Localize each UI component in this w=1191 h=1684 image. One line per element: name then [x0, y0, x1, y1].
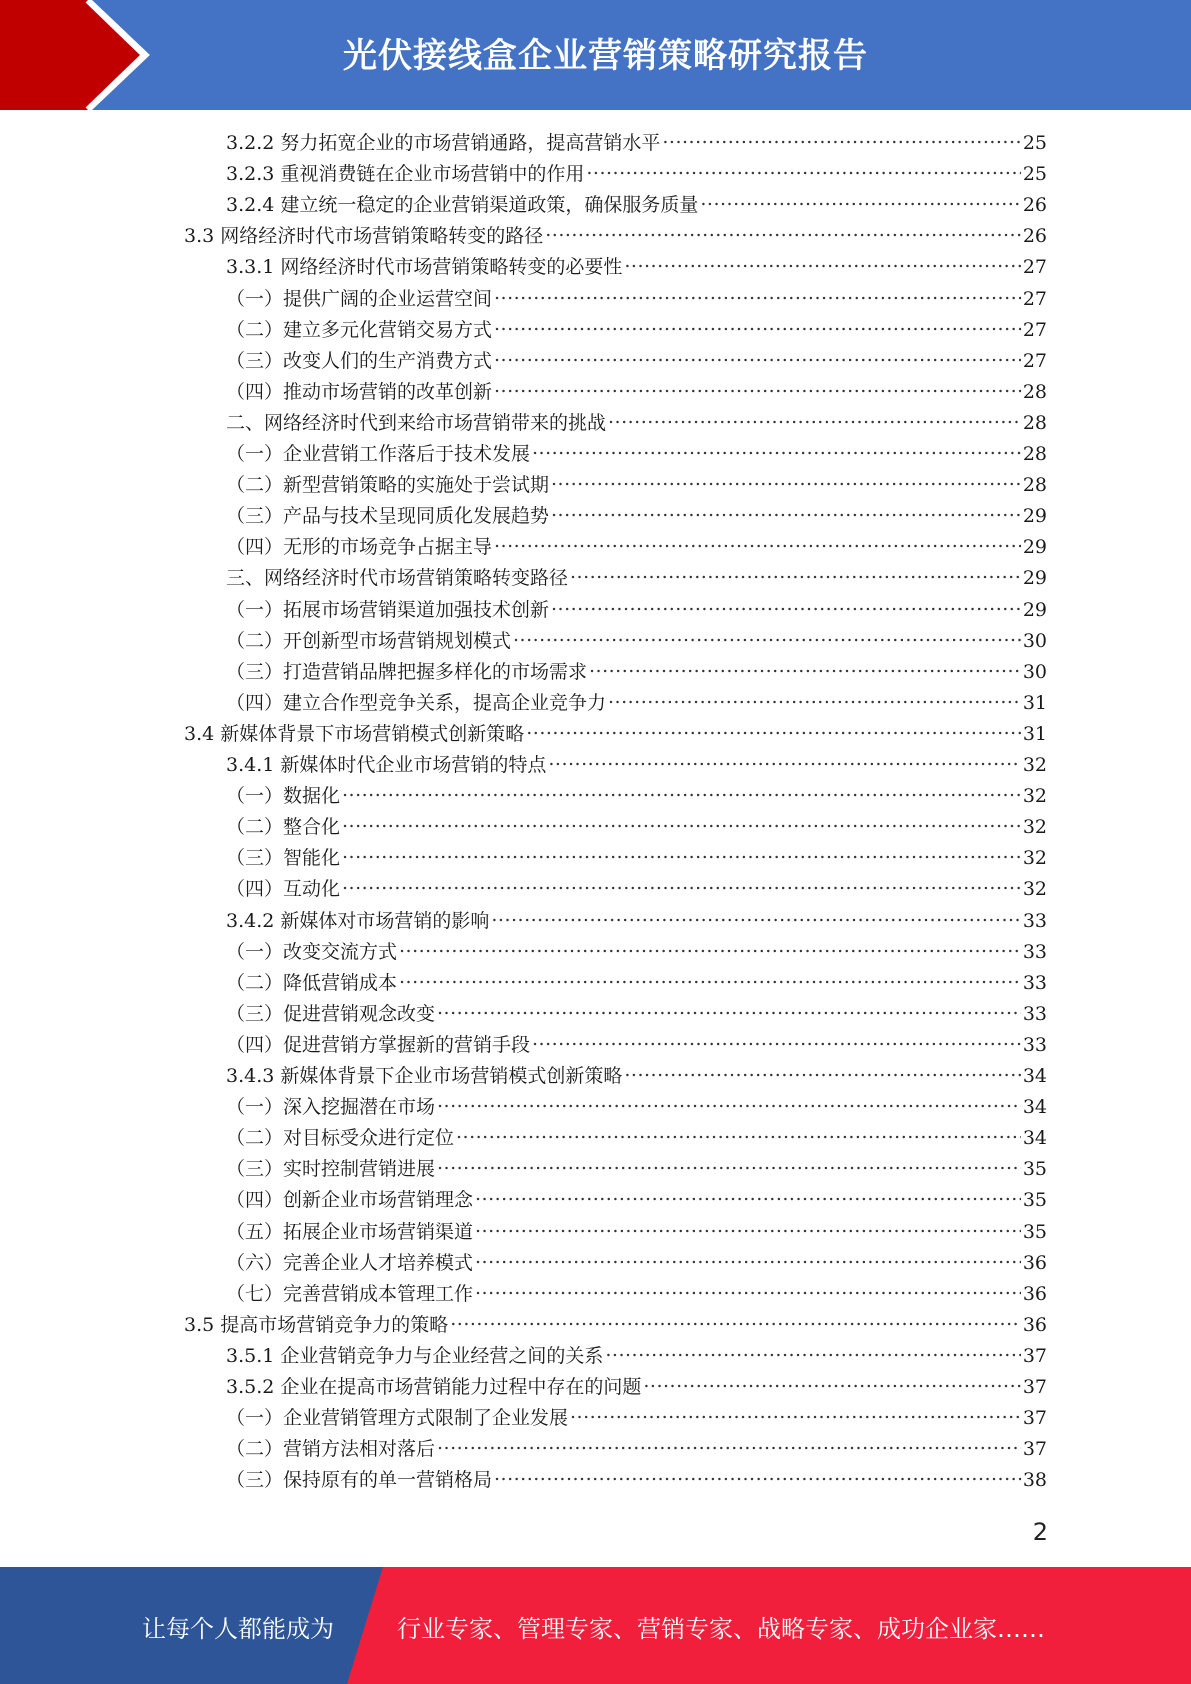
- toc-dot-leader: [532, 1032, 1021, 1051]
- toc-entry-page: 34: [1022, 1127, 1047, 1149]
- toc-dot-leader: [643, 1374, 1020, 1393]
- toc-entry-page: 32: [1022, 785, 1047, 807]
- toc-entry-page: 33: [1022, 1003, 1047, 1025]
- toc-entry-number: 3.4.3: [226, 1065, 275, 1087]
- toc-dot-leader: [605, 1343, 1020, 1362]
- toc-dot-leader: [342, 783, 1021, 802]
- toc-entry-title: 重视消费链在企业市场营销中的作用: [280, 163, 585, 185]
- toc-entry-number: 3.4.2: [226, 910, 275, 932]
- toc-dot-leader: [475, 1281, 1021, 1300]
- toc-entry-page: 33: [1022, 972, 1047, 994]
- toc-entry-title: （二）降低营销成本: [226, 972, 398, 994]
- toc-entry[interactable]: [226, 252, 1047, 283]
- toc-entry-page: 31: [1022, 692, 1047, 714]
- toc-entry[interactable]: [226, 999, 1047, 1030]
- footer-slogan-right: 行业专家、管理专家、营销专家、战略专家、成功企业家……: [397, 1615, 1045, 1643]
- toc-entry[interactable]: [226, 1434, 1047, 1465]
- toc-dot-leader: [548, 752, 1020, 771]
- toc-entry[interactable]: [226, 159, 1047, 190]
- toc-entry[interactable]: [226, 1465, 1047, 1496]
- toc-dot-leader: [342, 845, 1021, 864]
- toc-entry[interactable]: [226, 1341, 1047, 1372]
- toc-entry-page: 32: [1022, 878, 1047, 900]
- toc-entry-page: 30: [1022, 661, 1047, 683]
- toc-entry-page: 28: [1022, 381, 1047, 403]
- toc-entry-title: （一）改变交流方式: [226, 941, 398, 963]
- toc-entry[interactable]: [226, 1185, 1047, 1216]
- toc-entry-title: （三）产品与技术呈现同质化发展趋势: [226, 505, 550, 527]
- toc-entry-number: 3.2.3: [226, 163, 275, 185]
- toc-entry-page: 27: [1022, 288, 1047, 310]
- toc-entry[interactable]: [226, 532, 1047, 563]
- toc-entry-title: （一）提供广阔的企业运营空间: [226, 288, 493, 310]
- toc-entry-page: 36: [1022, 1314, 1047, 1336]
- toc-dot-leader: [586, 161, 1020, 180]
- toc-entry[interactable]: [226, 812, 1047, 843]
- toc-entry-title: 新媒体背景下企业市场营销模式创新策略: [280, 1065, 623, 1087]
- toc-dot-leader: [526, 721, 1021, 740]
- toc-entry-title: （三）促进营销观念改变: [226, 1003, 436, 1025]
- toc-entry-number: 3.3.1: [226, 256, 275, 278]
- toc-entry-title: 新媒体对市场营销的影响: [280, 910, 490, 932]
- toc-entry-title: （四）建立合作型竞争关系，提高企业竞争力: [226, 692, 607, 714]
- toc-entry-number: 3.5: [184, 1314, 215, 1336]
- toc-dot-leader: [570, 1405, 1021, 1424]
- toc-entry-page: 37: [1022, 1345, 1047, 1367]
- toc-entry-page: 34: [1022, 1065, 1047, 1087]
- toc-entry-title: （二）整合化: [226, 816, 341, 838]
- toc-entry-page: 36: [1022, 1252, 1047, 1274]
- toc-dot-leader: [475, 1187, 1021, 1206]
- toc-entry-title: （四）互动化: [226, 878, 341, 900]
- toc-entry[interactable]: [226, 1092, 1047, 1123]
- toc-entry-page: 29: [1022, 567, 1047, 589]
- toc-dot-leader: [475, 1219, 1021, 1238]
- toc-entry-title: （六）完善企业人才培养模式: [226, 1252, 474, 1274]
- toc-entry-page: 32: [1022, 847, 1047, 869]
- toc-entry[interactable]: [226, 750, 1047, 781]
- toc-entry[interactable]: [226, 1279, 1047, 1310]
- toc-dot-leader: [491, 908, 1020, 927]
- toc-entry-title: （三）实时控制营销进展: [226, 1158, 436, 1180]
- toc-entry-title: （一）企业营销管理方式限制了企业发展: [226, 1407, 569, 1429]
- toc-entry-page: 37: [1022, 1376, 1047, 1398]
- toc-entry[interactable]: [226, 501, 1047, 532]
- toc-entry-title: 新媒体时代企业市场营销的特点: [280, 754, 547, 776]
- toc-entry-page: 37: [1022, 1407, 1047, 1429]
- toc-entry-number: 3.2.2: [226, 132, 275, 154]
- toc-dot-leader: [570, 565, 1021, 584]
- toc-entry-title: 新媒体背景下市场营销模式创新策略: [220, 723, 525, 745]
- toc-entry-page: 30: [1022, 630, 1047, 652]
- toc-dot-leader: [494, 348, 1021, 367]
- toc-entry-page: 29: [1022, 536, 1047, 558]
- toc-dot-leader: [456, 1125, 1021, 1144]
- toc-entry-title: （一）企业营销工作落后于技术发展: [226, 443, 531, 465]
- toc-entry-number: 3.3: [184, 225, 215, 247]
- toc-dot-leader: [494, 379, 1021, 398]
- toc-dot-leader: [624, 1063, 1020, 1082]
- toc-entry-page: 35: [1022, 1158, 1047, 1180]
- toc-entry-title: （一）深入挖掘潜在市场: [226, 1096, 436, 1118]
- toc-entry-page: 27: [1022, 350, 1047, 372]
- toc-dot-leader: [589, 659, 1021, 678]
- toc-entry-number: 3.4: [184, 723, 215, 745]
- toc-entry[interactable]: [184, 719, 1047, 750]
- toc-dot-leader: [450, 1312, 1021, 1331]
- toc-entry-title: （五）拓展企业市场营销渠道: [226, 1221, 474, 1243]
- toc-entry-page: 33: [1022, 941, 1047, 963]
- toc-entry-page: 27: [1022, 256, 1047, 278]
- toc-entry[interactable]: [226, 439, 1047, 470]
- toc-dot-leader: [437, 1001, 1021, 1020]
- toc-entry[interactable]: [226, 968, 1047, 999]
- toc-dot-leader: [551, 597, 1021, 616]
- toc-entry-title: 三、网络经济时代市场营销策略转变路径: [226, 567, 569, 589]
- toc-entry[interactable]: [184, 221, 1047, 252]
- toc-entry[interactable]: [226, 284, 1047, 315]
- toc-entry[interactable]: [226, 657, 1047, 688]
- toc-entry-page: 36: [1022, 1283, 1047, 1305]
- toc-entry-title: （二）营销方法相对落后: [226, 1438, 436, 1460]
- toc-entry-title: （四）创新企业市场营销理念: [226, 1189, 474, 1211]
- toc-dot-leader: [551, 503, 1021, 522]
- toc-entry-page: 33: [1022, 1034, 1047, 1056]
- toc-entry[interactable]: [226, 843, 1047, 874]
- toc-dot-leader: [494, 1467, 1021, 1486]
- toc-entry-title: （一）拓展市场营销渠道加强技术创新: [226, 599, 550, 621]
- toc-entry[interactable]: [226, 1403, 1047, 1434]
- toc-entry[interactable]: [226, 781, 1047, 812]
- toc-entry-page: 25: [1022, 163, 1047, 185]
- toc-entry-title: （三）保持原有的单一营销格局: [226, 1469, 493, 1491]
- toc-entry-title: 努力拓宽企业的市场营销通路，提高营销水平: [280, 132, 661, 154]
- toc-entry-page: 37: [1022, 1438, 1047, 1460]
- toc-entry[interactable]: [226, 1030, 1047, 1061]
- toc-dot-leader: [475, 1250, 1021, 1269]
- toc-entry[interactable]: [226, 563, 1047, 594]
- toc-dot-leader: [399, 939, 1021, 958]
- toc-entry[interactable]: [226, 346, 1047, 377]
- toc-dot-leader: [532, 441, 1021, 460]
- document-title: 光伏接线盒企业营销策略研究报告: [343, 36, 868, 76]
- toc-entry-number: 3.4.1: [226, 754, 275, 776]
- toc-entry[interactable]: [226, 1123, 1047, 1154]
- toc-entry-page: 28: [1022, 443, 1047, 465]
- toc-entry-page: 28: [1022, 474, 1047, 496]
- toc-entry[interactable]: [226, 626, 1047, 657]
- toc-dot-leader: [342, 876, 1021, 895]
- toc-dot-leader: [494, 534, 1021, 553]
- toc-entry[interactable]: [226, 1372, 1047, 1403]
- toc-entry-page: 26: [1022, 225, 1047, 247]
- footer-slogan-left: 让每个人都能成为: [142, 1615, 334, 1643]
- toc-entry-page: 28: [1022, 412, 1047, 434]
- toc-entry-title: 网络经济时代市场营销策略转变的必要性: [280, 256, 623, 278]
- toc-entry[interactable]: [184, 1310, 1047, 1341]
- toc-entry-page: 29: [1022, 599, 1047, 621]
- toc-entry[interactable]: [226, 1154, 1047, 1185]
- toc-entry-page: 32: [1022, 816, 1047, 838]
- toc-dot-leader: [437, 1436, 1021, 1455]
- toc-dot-leader: [342, 814, 1021, 833]
- toc-entry-title: （四）促进营销方掌握新的营销手段: [226, 1034, 531, 1056]
- toc-entry[interactable]: [226, 1061, 1047, 1092]
- toc-dot-leader: [437, 1094, 1021, 1113]
- toc-dot-leader: [624, 254, 1020, 273]
- toc-entry-page: 35: [1022, 1221, 1047, 1243]
- toc-entry-title: （四）推动市场营销的改革创新: [226, 381, 493, 403]
- toc-entry-title: （七）完善营销成本管理工作: [226, 1283, 474, 1305]
- page-number: 2: [1032, 1518, 1048, 1546]
- toc-entry-title: （四）无形的市场竞争占据主导: [226, 536, 493, 558]
- toc-entry[interactable]: [226, 315, 1047, 346]
- toc-dot-leader: [608, 690, 1021, 709]
- toc-entry-page: 34: [1022, 1096, 1047, 1118]
- toc-dot-leader: [494, 286, 1021, 305]
- toc-entry-title: 建立统一稳定的企业营销渠道政策，确保服务质量: [280, 194, 699, 216]
- toc-entry-title: （二）新型营销策略的实施处于尝试期: [226, 474, 550, 496]
- toc-entry[interactable]: [226, 1217, 1047, 1248]
- toc-dot-leader: [662, 130, 1020, 149]
- toc-dot-leader: [494, 317, 1021, 336]
- toc-entry-page: 27: [1022, 319, 1047, 341]
- toc-entry[interactable]: [226, 190, 1047, 221]
- toc-entry[interactable]: [226, 874, 1047, 905]
- toc-entry-title: 企业营销竞争力与企业经营之间的关系: [280, 1345, 604, 1367]
- toc-dot-leader: [700, 192, 1020, 211]
- toc-dot-leader: [545, 223, 1021, 242]
- toc-dot-leader: [513, 628, 1021, 647]
- toc-entry-title: （二）建立多元化营销交易方式: [226, 319, 493, 341]
- toc-entry-title: （三）改变人们的生产消费方式: [226, 350, 493, 372]
- toc-entry[interactable]: [226, 470, 1047, 501]
- toc-entry-page: 25: [1022, 132, 1047, 154]
- toc-entry-title: （三）打造营销品牌把握多样化的市场需求: [226, 661, 588, 683]
- toc-dot-leader: [551, 472, 1021, 491]
- toc-entry-title: （三）智能化: [226, 847, 341, 869]
- toc-entry-page: 29: [1022, 505, 1047, 527]
- toc-entry-title: （二）对目标受众进行定位: [226, 1127, 455, 1149]
- toc-entry-number: 3.2.4: [226, 194, 275, 216]
- page-header: [0, 0, 1191, 110]
- toc-dot-leader: [437, 1156, 1021, 1175]
- toc-entry[interactable]: [226, 937, 1047, 968]
- toc-entry[interactable]: [226, 1248, 1047, 1279]
- toc-entry-title: 企业在提高市场营销能力过程中存在的问题: [280, 1376, 642, 1398]
- toc-entry-page: 32: [1022, 754, 1047, 776]
- toc-entry[interactable]: [226, 595, 1047, 626]
- toc-entry[interactable]: [226, 128, 1047, 159]
- toc-entry[interactable]: [226, 906, 1047, 937]
- toc-entry-page: 38: [1022, 1469, 1047, 1491]
- toc-entry-title: 网络经济时代市场营销策略转变的路径: [220, 225, 544, 247]
- toc-dot-leader: [399, 970, 1021, 989]
- toc-dot-leader: [608, 410, 1021, 429]
- toc-entry-title: 二、网络经济时代到来给市场营销带来的挑战: [226, 412, 607, 434]
- toc-entry-number: 3.5.2: [226, 1376, 275, 1398]
- toc-entry[interactable]: [226, 688, 1047, 719]
- toc-entry-title: 提高市场营销竞争力的策略: [220, 1314, 449, 1336]
- toc-entry-page: 35: [1022, 1189, 1047, 1211]
- toc-entry-title: （二）开创新型市场营销规划模式: [226, 630, 512, 652]
- toc-entry-page: 33: [1022, 910, 1047, 932]
- toc-entry-number: 3.5.1: [226, 1345, 275, 1367]
- toc-entry[interactable]: [226, 408, 1047, 439]
- toc-entry[interactable]: [226, 377, 1047, 408]
- toc-entry-title: （一）数据化: [226, 785, 341, 807]
- page-footer: [0, 1567, 1191, 1684]
- toc-entry-page: 26: [1022, 194, 1047, 216]
- toc-entry-page: 31: [1022, 723, 1047, 745]
